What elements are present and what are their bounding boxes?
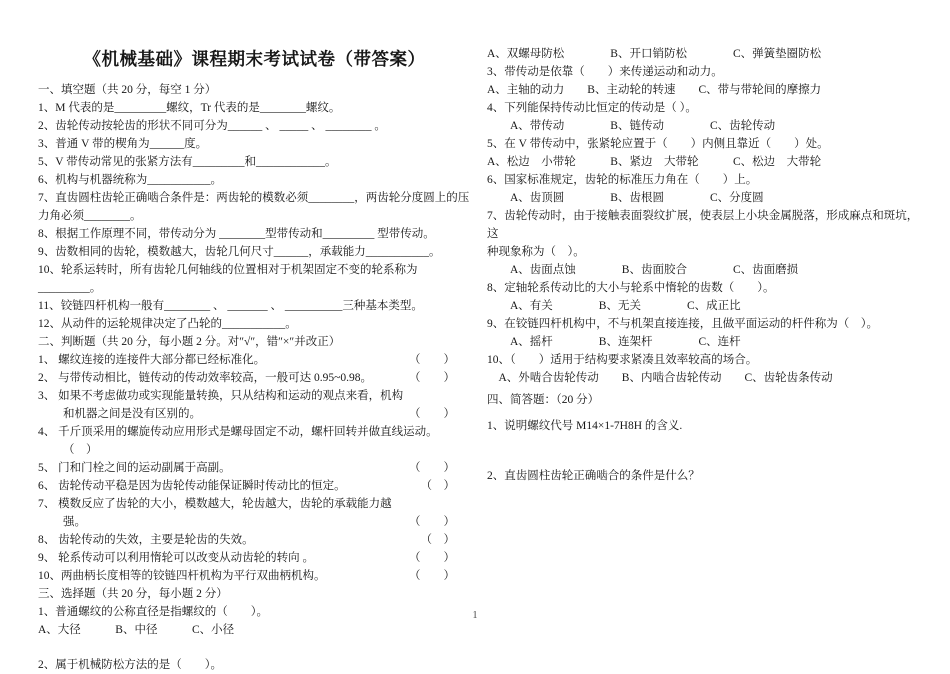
fill-item-8: 8、根据工作原理不同，带传动分为 ________型带传动和_________ 型带传动。 xyxy=(38,228,435,240)
judge-item-7 xyxy=(38,495,471,531)
choice-question-8-options: A、有关 B、无关 C、成正比 xyxy=(487,300,741,312)
choice-question-4: 4、下列能保持传动比恒定的传动是（ ）。 xyxy=(487,102,697,114)
fill-item-5: 5、V 带传动常见的张紧方法有_________和____________。 xyxy=(38,156,337,168)
choice-question-5-options: A、松边 小带轮 B、紧边 大带轮 C、松边 大带轮 xyxy=(487,156,822,168)
short-answer-question-1: 1、说明螺纹代号 M14×1-7H8H 的含义. xyxy=(487,420,683,432)
fill-item-2: 2、齿轮传动按轮齿的形状不同可分为______ 、 _____ 、 ________ 。 xyxy=(38,120,386,132)
choice-question-5: 5、在 V 带传动中，张紧轮应置于（ ）内侧且靠近（ ）处。 xyxy=(487,138,829,150)
choice-question-3-options: A、主轴的动力 B、主动轮的转速 C、带与带轮间的摩擦力 xyxy=(487,84,822,96)
fill-item-11: 11、铰链四杆机构一般有________ 、 _______ 、 __________三种基本类型。 xyxy=(38,300,423,312)
judge-text: 3、 如果不考虑做功或实现能量转换，只从结构和运动的观点来看，机构和机器之间是没有区别的。 xyxy=(38,390,404,420)
judge-answer-parens: （ ） xyxy=(409,552,455,564)
page-number: 1 xyxy=(472,610,478,621)
choice-question-7-line1: 7、齿轮传动时，由于接触表面裂纹扩展，使表层上小块金属脱落，形成麻点和斑坑， xyxy=(487,210,919,222)
judge-item-4 xyxy=(38,423,471,459)
fill-item-6: 6、机构与机器统称为___________。 xyxy=(38,174,222,186)
judge-text: 1、 螺纹连接的连接件大部分都已经标准化。 xyxy=(38,354,266,366)
section-header-fill: 一、填空题（共 20 分，每空 1 分） xyxy=(38,84,217,96)
left-column xyxy=(38,45,471,674)
judge-item-5 xyxy=(38,459,471,477)
judge-item-9 xyxy=(38,549,471,567)
choice-question-2-options: A、双螺母防松 B、开口销防松 C、弹簧垫圈防松 xyxy=(487,48,822,60)
choice-question-6-options: A、齿顶圆 B、齿根圆 C、分度圆 xyxy=(487,192,764,204)
choice-question-9-options: A、摇杆 B、连架杆 C、连杆 xyxy=(487,336,741,348)
judge-answer-parens: （ ） xyxy=(409,570,455,582)
choice-question-10: 10、（ ）适用于结构要求紧凑且效率较高的场合。 xyxy=(487,354,758,366)
choice-question-2: 2、属于机械防松方法的是（ ）。 xyxy=(38,659,222,671)
judge-text: 9、 轮系传动可以利用惰轮可以改变从动齿轮的转向 。 xyxy=(38,552,314,564)
choice-question-7-line2: 这 xyxy=(487,228,499,240)
judge-answer-parens: （ ） xyxy=(409,408,455,420)
choice-question-1-options: A、大径 B、中径 C、小径 xyxy=(38,624,235,636)
judge-answer-parens: （ ） xyxy=(409,462,455,474)
right-column xyxy=(487,45,920,485)
judge-text: 6、 齿轮传动平稳是因为齿轮传动能保证瞬时传动比的恒定。 xyxy=(38,480,346,492)
judge-text: 8、 齿轮传动的失效，主要是轮齿的失效。 xyxy=(38,534,254,546)
short-answer-question-2: 2、直齿圆柱齿轮正确啮合的条件是什么？ xyxy=(487,470,700,482)
choice-question-3: 3、带传动是依靠（ ）来传递运动和动力。 xyxy=(487,66,723,78)
judge-item-10 xyxy=(38,567,471,585)
page-title: 《机械基础》课程期末考试试卷（带答案） xyxy=(83,49,426,69)
fill-item-9: 9、齿数相同的齿轮，模数越大，齿轮几何尺寸______，承载能力___________。 xyxy=(38,246,441,258)
judge-text: 7、 模数反应了齿轮的大小，模数越大，轮齿越大，齿轮的承载能力越强。 xyxy=(38,498,392,528)
judge-item-6 xyxy=(38,477,471,495)
choice-question-9: 9、在铰链四杆机构中，不与机架直接连接，且做平面运动的杆件称为（ ）。 xyxy=(487,318,878,330)
choice-question-6: 6、国家标准规定，齿轮的标准压力角在（ ）上。 xyxy=(487,174,758,186)
choice-question-4-options: A、带传动 B、链传动 C、齿轮传动 xyxy=(487,120,776,132)
judge-text: 10、两曲柄长度相等的铰链四杆机构为平行双曲柄机构。 xyxy=(38,570,326,582)
choice-question-10-options: A、外啮合齿轮传动 B、内啮合齿轮传动 C、齿轮齿条传动 xyxy=(487,372,833,384)
judge-answer-parens: （ ） xyxy=(420,480,455,492)
judge-text: 4、 千斤顶采用的螺旋传动应用形式是螺母固定不动，螺杆回转并做直线运动。（ ） xyxy=(38,426,438,456)
judge-text: 5、 门和门栓之间的运动副属于高副。 xyxy=(38,462,231,474)
fill-item-1: 1、M 代表的是_________螺纹，Tr 代表的是________螺纹。 xyxy=(38,102,341,114)
judge-item-2 xyxy=(38,369,471,387)
choice-question-7-line3: 种现象称为（ ）。 xyxy=(487,246,585,258)
section-header-choice: 三、选择题（共 20 分，每小题 2 分） xyxy=(38,588,228,600)
judge-answer-parens: （ ） xyxy=(409,372,455,384)
section-header-short-answer: 四、简答题：（20 分） xyxy=(487,394,600,406)
judge-answer-parens: （ ） xyxy=(420,534,455,546)
judge-item-3 xyxy=(38,387,471,423)
section-header-judge: 二、判断题（共 20 分，每小题 2 分。对″√″，错″×″并改正） xyxy=(38,336,341,348)
judge-item-8 xyxy=(38,531,471,549)
choice-question-7-options: A、齿面点蚀 B、齿面胶合 C、齿面磨损 xyxy=(487,264,799,276)
judge-answer-parens: （ ） xyxy=(409,354,455,366)
fill-item-3: 3、普通 V 带的楔角为______度。 xyxy=(38,138,208,150)
judge-item-1 xyxy=(38,351,471,369)
judge-answer-parens: （ ） xyxy=(409,516,455,528)
choice-question-1: 1、普通螺纹的公称直径是指螺纹的（ ）。 xyxy=(38,606,268,618)
fill-item-12: 12、从动件的运轮规律决定了凸轮的___________。 xyxy=(38,318,297,330)
fill-item-7: 7、直齿圆柱齿轮正确啮合条件是：两齿轮的模数必须________，两齿轮分度圆上的压力角必须________。 xyxy=(38,192,470,222)
judge-text: 2、 与带传动相比，链传动的传动效率较高，一般可达 0.95~0.98。 xyxy=(38,372,372,384)
choice-question-8: 8、定轴轮系传动比的大小与轮系中惰轮的齿数（ ）。 xyxy=(487,282,775,294)
fill-item-10: 10、轮系运转时，所有齿轮几何轴线的位置相对于机架固定不变的轮系称为_________。 xyxy=(38,264,418,294)
